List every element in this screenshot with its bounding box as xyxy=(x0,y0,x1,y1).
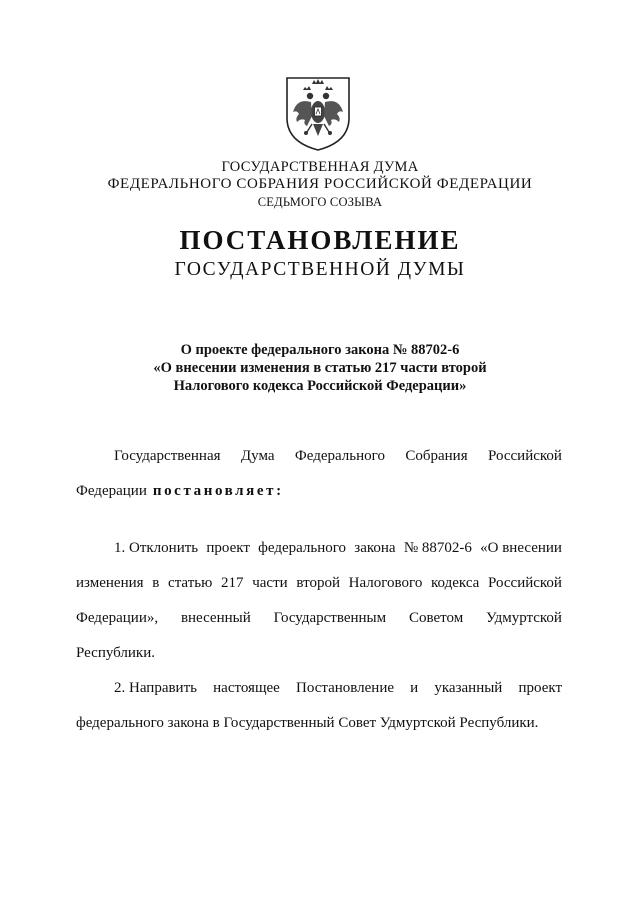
word: и xyxy=(410,680,419,696)
document-subtitle: ГОСУДАРСТВЕННОЙ ДУМЫ xyxy=(174,259,466,280)
word: Федерального xyxy=(294,448,385,464)
item-1-paragraph xyxy=(76,531,562,671)
paragraph-line xyxy=(76,531,562,566)
word: части xyxy=(252,575,288,591)
russian-coat-of-arms-icon xyxy=(283,72,353,152)
subject-line: Налогового кодекса Российской Федерации» xyxy=(173,378,467,394)
word: настоящее xyxy=(213,680,280,696)
word: статью xyxy=(168,575,213,591)
paragraph-line xyxy=(76,706,562,741)
paragraph-line xyxy=(76,636,562,671)
word: Удмуртской xyxy=(486,610,562,626)
word: Постановление xyxy=(295,680,395,696)
word: Российской xyxy=(488,448,562,464)
preamble-paragraph xyxy=(76,439,562,509)
word: федерального закона в Государственный Совет Удмуртской Республики. xyxy=(76,715,539,731)
word: Дума xyxy=(240,448,275,464)
convocation: СЕДЬМОГО СОЗЫВА xyxy=(257,195,383,209)
subject-line: О проекте федерального закона № 88702-6 xyxy=(180,342,460,358)
word: Федерации», xyxy=(76,610,159,626)
word: 1. Отклонить xyxy=(114,540,199,556)
word: Федерации xyxy=(76,483,147,499)
subject-line: «О внесении изменения в статью 217 части второй xyxy=(153,360,487,376)
paragraph-line xyxy=(76,566,562,601)
document-subject xyxy=(0,341,640,395)
paragraph-line xyxy=(76,601,562,636)
word: проект xyxy=(206,540,250,556)
word: изменения xyxy=(76,575,144,591)
word: указанный xyxy=(434,680,503,696)
assembly-name: ФЕДЕРАЛЬНОГО СОБРАНИЯ РОССИЙСКОЙ ФЕДЕРАЦИИ xyxy=(107,176,533,192)
word: Собрания xyxy=(405,448,468,464)
paragraph-line xyxy=(76,671,562,706)
parliament-name: ГОСУДАРСТВЕННАЯ ДУМА xyxy=(221,159,419,175)
word: в xyxy=(152,575,160,591)
word: Советом xyxy=(408,610,464,626)
document-title: ПОСТАНОВЛЕНИЕ xyxy=(179,225,461,255)
word: 217 xyxy=(221,575,244,591)
word: Республики. xyxy=(76,645,155,661)
word: закона xyxy=(354,540,396,556)
decree-word: постановляет: xyxy=(152,483,284,499)
paragraph-line xyxy=(76,474,562,509)
paragraph-line xyxy=(76,439,562,474)
word: «О внесении xyxy=(480,540,562,556)
word: № 88702-6 xyxy=(403,540,472,556)
word: кодекса xyxy=(431,575,480,591)
word: проект xyxy=(518,680,562,696)
word: 2. Направить xyxy=(114,680,197,696)
word: Налогового xyxy=(348,575,423,591)
word: Государственным xyxy=(273,610,387,626)
word: федерального xyxy=(258,540,347,556)
word: внесенный xyxy=(180,610,251,626)
word: второй xyxy=(296,575,340,591)
word: Российской xyxy=(488,575,562,591)
item-2-paragraph xyxy=(76,671,562,741)
word: Государственная xyxy=(114,448,221,464)
